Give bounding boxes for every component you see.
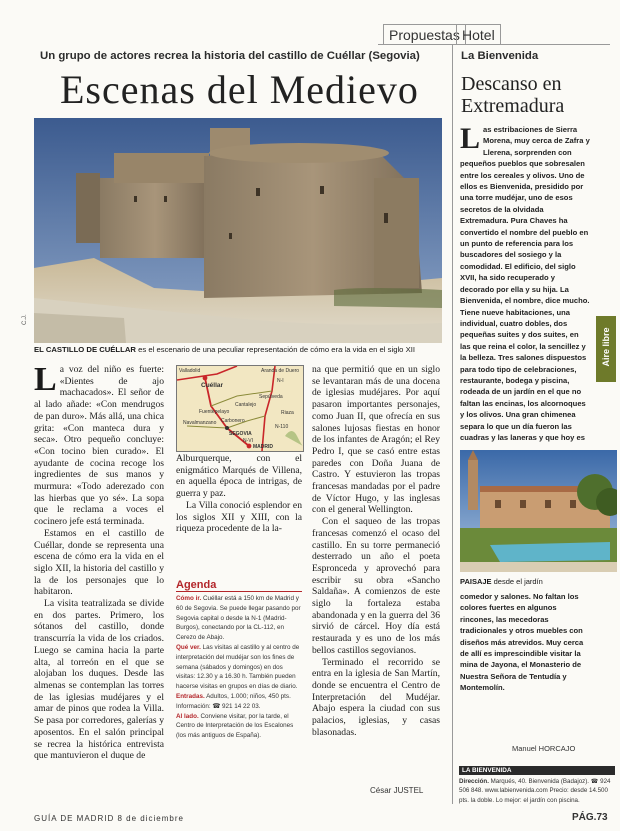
map-label-sepulveda: Sepúlveda: [259, 394, 283, 400]
hotel-photo: [460, 450, 617, 572]
hotel-title: Descanso en Extremadura: [461, 73, 565, 117]
map-label-navalmanzano: Navalmanzano: [183, 420, 217, 426]
article-kicker: Un grupo de actores recrea la historia del castillo de Cuéllar (Segovia): [40, 50, 420, 62]
map-label-n6: N-VI: [243, 438, 253, 444]
castle-illustration: [34, 118, 442, 343]
map-label-fuentepelayo: Fuentepelayo: [199, 409, 230, 415]
map-label-carbonero: Carbonero: [221, 418, 245, 424]
map-label-madrid: MADRID: [253, 444, 273, 450]
agenda-title: Agenda: [176, 579, 302, 592]
map-label-cuellar: Cuéllar: [201, 382, 224, 389]
hotel-column-2: [460, 591, 590, 694]
castle-photo: [34, 118, 442, 343]
hotel-illustration: [460, 450, 617, 572]
article-column-2: [176, 453, 302, 535]
agenda-al-lado: Al lado. Conviene visitar, por la tarde, el Centro de Interpretación de los Escalones (los más antiguos de España).: [176, 712, 294, 740]
hotel-caption-text: desde el jardín: [493, 577, 543, 586]
column-1-paragraph-1: La voz del niño es fuerte: «Dientes de ajo machacados». El señor de al lado añade: «Con mendrugos de pan duro». Más allá, una chica grita: «Con manteca dura y seca». Otro pequeño concluye: «Con tocino bien curado». El ayudante de cocina recoge los ingredientes de sus manos y murmura: «Todo aderezado con las hierbas que yo sé». La sopa que le reclama a voces el cocinero jefe está terminada.: [34, 361, 164, 528]
footer-page-number: PÁG.73: [572, 812, 608, 823]
tab-hotel[interactable]: Hotel: [456, 24, 501, 45]
footer-publication: GUÍA DE MADRID 8 de diciembre: [34, 814, 184, 823]
hotel-paragraph-1: Las estribaciones de Sierra Morena, muy cerca de Zafra y Llerena, sorprenden con pequeños pueblos que sobresalen entre los cereales y olivos. Uno de ellos es Bienvenida, presidido por una torre mudéjar, uno de esos secretos de la olvidada Extremadura. Pura Chaves ha convertido el nombre del pueblo en un punto de referencia para los buscadores del sosiego y la comodidad. El edificio, del siglo XVII, ha sido recuperado y decorado por ella y su hija. La Bienvenida, el nombre, dice mucho. Tiene nueve habitaciones, una individual, cuatro dobles, dos pequeñas suites y dos suites, en las que reina el color, la sencillez y la belleza. Tres salones dispuestos para todo tipo de celebraciones, restaurante, bodega y piscina, rodeada de un jardín en el que no faltan las encinas, los alcornoques y los olivos. Una gran chimenea separa lo que un día fueron las cuadras y las laneras y que hoy es: [460, 122, 590, 442]
caption-text: es el escenario de una peculiar representación de cómo era la vida en el siglo XII: [138, 345, 415, 354]
column-3-paragraph-3: Terminado el recorrido se entra en la iglesia de San Martín, donde se encuentra el Centro de Interpretación del Mudéjar. Abajo espera la ciudad con sus palacios, iglesias, y casas blasonadas.: [312, 656, 440, 738]
article-author: César JUSTEL: [370, 786, 424, 795]
hotel-caption-lead: PAISAJE: [460, 577, 492, 586]
tab-propuestas[interactable]: Propuestas: [383, 24, 466, 45]
map-roads: [177, 366, 303, 451]
agenda-box: [176, 579, 302, 741]
article-column-1: [34, 361, 164, 762]
article-dropcap: L: [34, 361, 57, 398]
caption-lead: EL CASTILLO DE CUÉLLAR: [34, 345, 136, 354]
column-2-paragraph-2: La Villa conoció esplendor en los siglos XII y XIII, con la riqueza procedente de la la-: [176, 499, 302, 535]
photo-credit: C.J.: [22, 314, 28, 325]
column-3-paragraph-2: Con el saqueo de las tropas francesas comenzó el ocaso del castillo. En su torre permaneció desterrado un año el poeta Espronceda y aprovechó para escribir su obra «Sancho Saldaña». A comienzos de este siglo la fortaleza estaba abandonada y en la guerra del 36 sirvió de cárcel. Hoy día está restaurada y es uno de los más bellos castillos segovianos.: [312, 516, 440, 656]
map-label-aranda: Aranda de Duero: [261, 368, 300, 374]
agenda-como-ir: Cómo ir. Cuéllar está a 150 km de Madrid y 60 de Segovia. Se puede llegar pasando por Segovia capital o desde la N-1 (Madrid-Burgos), conectando por la CL-112, en Cerezo de Abajo.: [176, 595, 301, 642]
side-tab-aire-libre[interactable]: Aire libre: [596, 316, 616, 382]
column-1-paragraph-3: La visita teatralizada se divide en dos partes. Primero, los sótanos del castillo, donde transcurría la vida de los criados. Luego se camina hacia la parte alta, al torreón en el que se alojaban los duques. Desde las almenas se contemplan las torres de las iglesias mudéjares y el amar de pinos que rodea la Villa. Se pasa por corredores, galerías y aposentos. En el salón principal se recrea la histórica entrevista que mantuvieron el duque de: [34, 598, 164, 762]
column-divider: [452, 44, 453, 804]
hotel-paragraph-2: comedor y salones. No faltan los colores fuertes en algunos rincones, las mecedoras tradicionales y otros muebles con diseños más atrevidos. Muy cerca de allí es imprescindible visitar la mina de Jayona, el Monasterio de Nuestra Señora de Tentudía y Montemolín.: [460, 592, 584, 693]
location-map: [176, 365, 304, 452]
map-label-n110: N-110: [275, 424, 289, 430]
hotel-photo-caption: [460, 577, 543, 586]
hotel-kicker: La Bienvenida: [461, 50, 539, 62]
agenda-entradas: Entradas. Adultos, 1.000; niños, 450 pts. Información: ☎ 921 14 22 03.: [176, 692, 291, 710]
article-column-3: [312, 364, 440, 739]
hotel-info-text: Dirección. Marqués, 40. Bienvenida (Badajoz). ☎ 924 506 848. www.labienvenida.com Precio: desde 14.500 pts. la doble. Lo mejor: el jardín con piscina.: [459, 778, 611, 804]
map-label-segovia: SEGOVIA: [229, 431, 252, 437]
column-2-paragraph-1: Alburquerque, con el enigmático Marqués de Villena, en aquella época de intrigas, de guerra y paz.: [176, 453, 302, 500]
hotel-info-title: LA BIENVENIDA: [459, 766, 615, 775]
map-label-cantalejo: Cantalejo: [235, 402, 257, 408]
map-label-riaza: Riaza: [281, 410, 294, 416]
column-1-paragraph-2: Estamos en el castillo de Cuéllar, donde se representa una escena de cómo era la vida en el siglo XII, la historia del castillo y la de los personajes que lo habitaron.: [34, 527, 164, 598]
column-3-paragraph-1: na que permitió que en un siglo se levantaran más de una docena de iglesias mudéjares. Por aquí pasaron importantes personajes, como Juan II, que ofrecía en sus salones lujosas fiestas en honor de los infantes de Aragón; el Rey Pedro I, que se casó entre estas paredes con Doña Juana de Castro. Y estuvieron las tropas francesas mandadas por el padre de Víctor Hugo, y las inglesas con el general Wellington.: [312, 364, 440, 516]
agenda-content: [176, 594, 302, 741]
agenda-que-ver: Qué ver. Las visitas al castillo y al centro de interpretación del mudéjar son los fines de semana (sábados y domingos) en dos visitas: 12.30 y a 16.30 h. También pueden hacerse visitas en grupos en días de diario.: [176, 643, 300, 691]
map-label-n1: N-I: [277, 378, 284, 384]
hotel-dropcap: L: [460, 122, 481, 155]
article-title: Escenas del Medievo: [60, 67, 419, 112]
photo-caption: [34, 345, 444, 355]
hotel-author: Manuel HORCAJO: [512, 744, 576, 753]
hotel-column-1: [460, 124, 590, 443]
hotel-info-box: [459, 766, 615, 807]
map-label-valladolid: Valladolid: [179, 368, 201, 374]
